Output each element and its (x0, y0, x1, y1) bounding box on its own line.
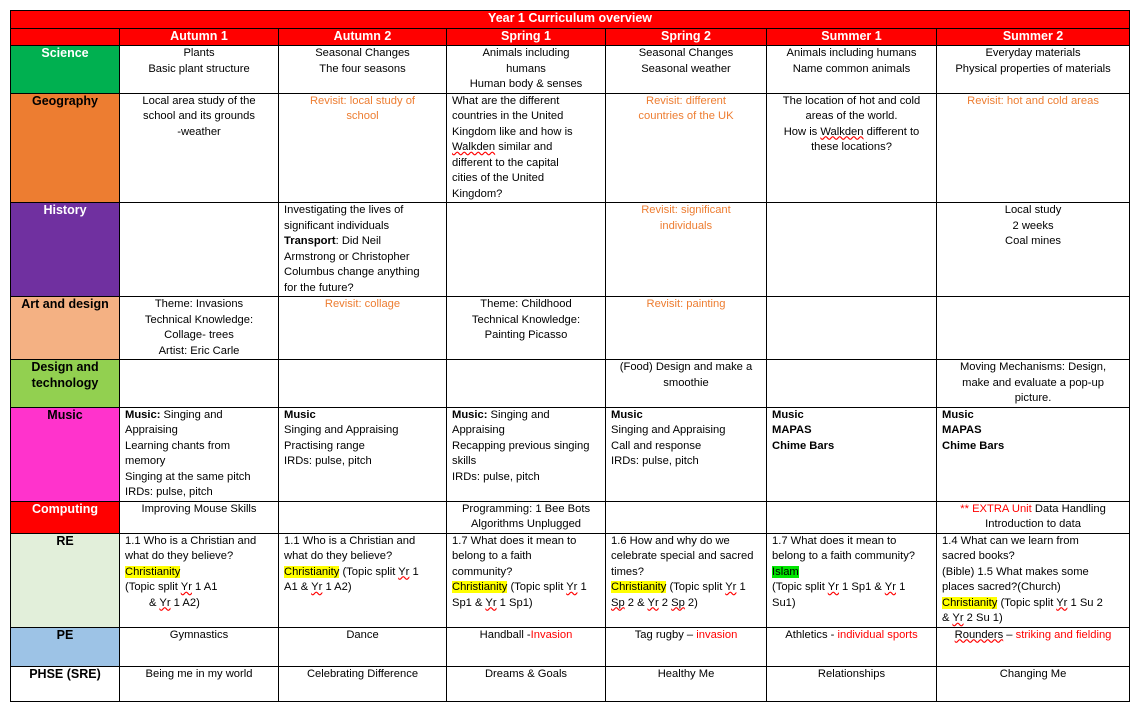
re-summer-2: 1.4 What can we learn from sacred books? (Bible) 1.5 What makes some places sacred?(Church) Christianity (Topic split Yr 1 Su 2 & Yr 2 Su 1) (937, 533, 1130, 627)
science-autumn-1: Plants Basic plant structure (120, 46, 279, 94)
music-summer-1: Music MAPAS Chime Bars (767, 407, 937, 501)
term-summer-2: Summer 2 (937, 29, 1130, 46)
term-header-row (11, 29, 1130, 46)
row-pe (11, 627, 1130, 666)
subject-design-technology: Design and technology (11, 360, 120, 408)
geography-spring-1: What are the different countries in the United Kingdom like and how is Walkden similar and different to the capital cities of the United Kingdom? (447, 93, 606, 203)
pe-summer-1: Athletics - individual sports (767, 627, 937, 666)
geography-autumn-2: Revisit: local study of school (279, 93, 447, 203)
art-summer-2 (937, 297, 1130, 360)
row-history (11, 203, 1130, 297)
phse-summer-2: Changing Me (937, 666, 1130, 701)
dt-autumn-1 (120, 360, 279, 408)
row-music (11, 407, 1130, 501)
curriculum-table (10, 10, 1130, 702)
science-spring-1: Animals including humans Human body & senses (447, 46, 606, 94)
geography-spring-2: Revisit: different countries of the UK (606, 93, 767, 203)
history-autumn-1 (120, 203, 279, 297)
geography-summer-2: Revisit: hot and cold areas (937, 93, 1130, 203)
music-summer-2: Music MAPAS Chime Bars (937, 407, 1130, 501)
subject-art: Art and design (11, 297, 120, 360)
pe-summer-2: Rounders – striking and fielding (937, 627, 1130, 666)
science-summer-1: Animals including humans Name common animals (767, 46, 937, 94)
subject-pe: PE (11, 627, 120, 666)
phse-spring-1: Dreams & Goals (447, 666, 606, 701)
term-spring-2: Spring 2 (606, 29, 767, 46)
re-summer-1: 1.7 What does it mean to belong to a faith community? Islam (Topic split Yr 1 Sp1 & Yr 1 Su1) (767, 533, 937, 627)
art-spring-1: Theme: Childhood Technical Knowledge: Painting Picasso (447, 297, 606, 360)
subject-music: Music (11, 407, 120, 501)
row-art (11, 297, 1130, 360)
computing-spring-2 (606, 501, 767, 533)
music-spring-1: Music: Singing and Appraising Recapping previous singing skills IRDs: pulse, pitch (447, 407, 606, 501)
history-spring-2: Revisit: significant individuals (606, 203, 767, 297)
history-spring-1 (447, 203, 606, 297)
corner-cell (11, 29, 120, 46)
music-spring-2: Music Singing and Appraising Call and response IRDs: pulse, pitch (606, 407, 767, 501)
row-phse (11, 666, 1130, 701)
term-spring-1: Spring 1 (447, 29, 606, 46)
page-title: Year 1 Curriculum overview (11, 11, 1130, 29)
science-autumn-2: Seasonal Changes The four seasons (279, 46, 447, 94)
row-geography (11, 93, 1130, 203)
subject-phse: PHSE (SRE) (11, 666, 120, 701)
computing-summer-2: ** EXTRA Unit Data Handling Introduction to data (937, 501, 1130, 533)
term-autumn-1: Autumn 1 (120, 29, 279, 46)
computing-autumn-1: Improving Mouse Skills (120, 501, 279, 533)
history-summer-2: Local study 2 weeks Coal mines (937, 203, 1130, 297)
computing-spring-1: Programming: 1 Bee Bots Algorithms Unplugged (447, 501, 606, 533)
geography-summer-1: The location of hot and cold areas of the world. How is Walkden different to these locations? (767, 93, 937, 203)
dt-spring-1 (447, 360, 606, 408)
history-summer-1 (767, 203, 937, 297)
term-autumn-2: Autumn 2 (279, 29, 447, 46)
art-autumn-2: Revisit: collage (279, 297, 447, 360)
term-summer-1: Summer 1 (767, 29, 937, 46)
music-autumn-2: Music Singing and Appraising Practising range IRDs: pulse, pitch (279, 407, 447, 501)
pe-autumn-2: Dance (279, 627, 447, 666)
phse-autumn-2: Celebrating Difference (279, 666, 447, 701)
pe-autumn-1: Gymnastics (120, 627, 279, 666)
history-autumn-2: Investigating the lives of significant individuals Transport: Did Neil Armstrong or Christopher Columbus change anything for the future? (279, 203, 447, 297)
row-computing (11, 501, 1130, 533)
row-re (11, 533, 1130, 627)
art-spring-2: Revisit: painting (606, 297, 767, 360)
science-spring-2: Seasonal Changes Seasonal weather (606, 46, 767, 94)
re-spring-1: 1.7 What does it mean to belong to a faith community? Christianity (Topic split Yr 1 Sp1 & Yr 1 Sp1) (447, 533, 606, 627)
row-science (11, 46, 1130, 94)
dt-summer-2: Moving Mechanisms: Design, make and evaluate a pop-up picture. (937, 360, 1130, 408)
subject-history: History (11, 203, 120, 297)
dt-autumn-2 (279, 360, 447, 408)
re-autumn-1: 1.1 Who is a Christian and what do they believe? Christianity (Topic split Yr 1 A1 & Yr 1 A2) (120, 533, 279, 627)
re-spring-2: 1.6 How and why do we celebrate special and sacred times? Christianity (Topic split Yr 1 Sp 2 & Yr 2 Sp 2) (606, 533, 767, 627)
subject-geography: Geography (11, 93, 120, 203)
phse-autumn-1: Being me in my world (120, 666, 279, 701)
subject-re: RE (11, 533, 120, 627)
pe-spring-1: Handball -Invasion (447, 627, 606, 666)
science-summer-2: Everyday materials Physical properties of materials (937, 46, 1130, 94)
phse-summer-1: Relationships (767, 666, 937, 701)
pe-spring-2: Tag rugby – invasion (606, 627, 767, 666)
geography-autumn-1: Local area study of the school and its grounds -weather (120, 93, 279, 203)
subject-science: Science (11, 46, 120, 94)
row-design-technology (11, 360, 1130, 408)
phse-spring-2: Healthy Me (606, 666, 767, 701)
art-summer-1 (767, 297, 937, 360)
computing-autumn-2 (279, 501, 447, 533)
music-autumn-1: Music: Singing and Appraising Learning chants from memory Singing at the same pitch IRDs: pulse, pitch (120, 407, 279, 501)
art-autumn-1: Theme: Invasions Technical Knowledge: Collage- trees Artist: Eric Carle (120, 297, 279, 360)
dt-spring-2: (Food) Design and make a smoothie (606, 360, 767, 408)
dt-summer-1 (767, 360, 937, 408)
re-autumn-2: 1.1 Who is a Christian and what do they believe? Christianity (Topic split Yr 1 A1 & Yr 1 A2) (279, 533, 447, 627)
computing-summer-1 (767, 501, 937, 533)
subject-computing: Computing (11, 501, 120, 533)
